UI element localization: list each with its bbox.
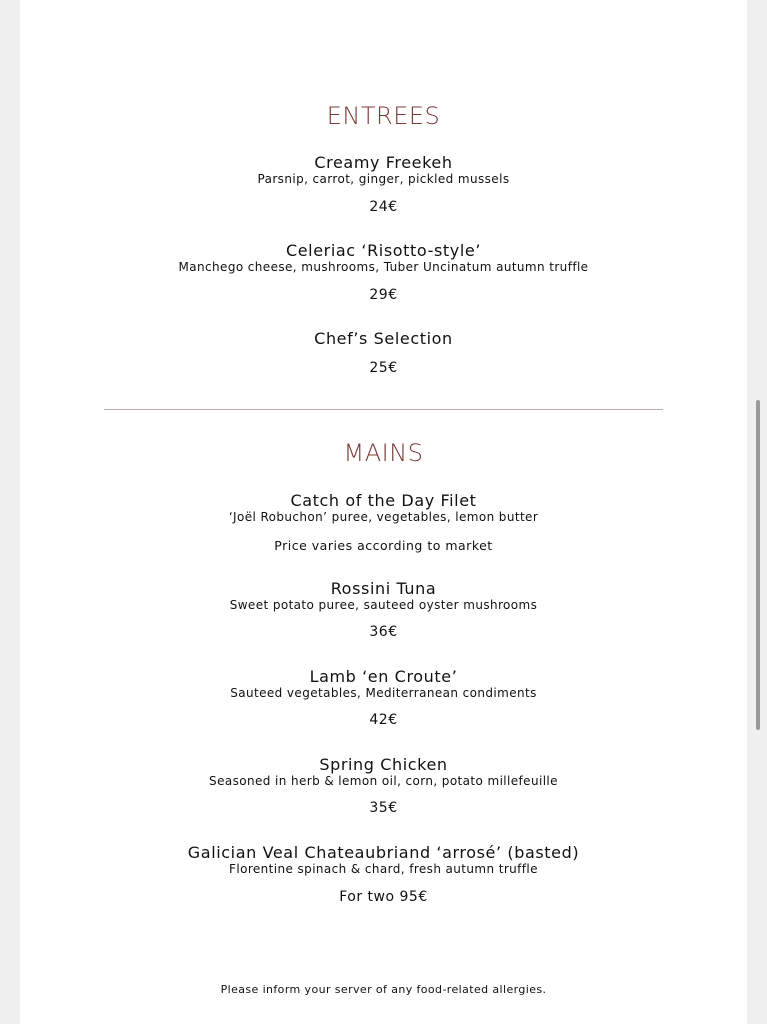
menu-item-catch-of-the-day bbox=[20, 491, 747, 524]
item-price: 25€ bbox=[369, 360, 398, 376]
item-name: Rossini Tuna bbox=[330, 579, 437, 598]
item-price: For two 95€ bbox=[339, 889, 428, 905]
item-price: 29€ bbox=[369, 287, 398, 303]
item-price: Price varies according to market bbox=[274, 538, 493, 553]
item-description: Florentine spinach & chard, fresh autumn truffle bbox=[229, 862, 538, 876]
item-description: Parsnip, carrot, ginger, pickled mussels bbox=[257, 172, 510, 186]
item-price: 24€ bbox=[369, 199, 398, 215]
allergy-notice: Please inform your server of any food-related allergies. bbox=[220, 983, 547, 996]
menu-item-creamy-freekeh bbox=[20, 153, 747, 186]
item-description: ‘Joël Robuchon’ puree, vegetables, lemon butter bbox=[228, 510, 539, 524]
item-name: Spring Chicken bbox=[319, 755, 448, 774]
item-name: Chef’s Selection bbox=[314, 329, 453, 348]
item-description: Sauteed vegetables, Mediterranean condiments bbox=[230, 686, 537, 700]
mains-heading: MAINS bbox=[343, 439, 424, 467]
item-name: Creamy Freekeh bbox=[314, 153, 453, 172]
menu-item-chefs-selection bbox=[20, 329, 747, 348]
item-description: Sweet potato puree, sauteed oyster mushrooms bbox=[229, 598, 538, 612]
item-price: 42€ bbox=[369, 712, 398, 728]
item-name: Catch of the Day Filet bbox=[290, 491, 477, 510]
section-divider bbox=[104, 409, 663, 410]
menu-item-veal-chateaubriand bbox=[20, 843, 747, 876]
item-price: 36€ bbox=[369, 624, 398, 640]
menu-page bbox=[20, 0, 747, 1024]
item-name: Galician Veal Chateaubriand ‘arrosé’ (basted) bbox=[187, 843, 580, 862]
item-name: Lamb ‘en Croute’ bbox=[309, 667, 458, 686]
menu-item-rossini-tuna bbox=[20, 579, 747, 612]
item-price: 35€ bbox=[369, 800, 398, 816]
item-name: Celeriac ‘Risotto-style’ bbox=[285, 241, 482, 260]
scrollbar[interactable] bbox=[756, 400, 760, 730]
item-description: Seasoned in herb & lemon oil, corn, potato millefeuille bbox=[209, 774, 558, 788]
item-description: Manchego cheese, mushrooms, Tuber Uncinatum autumn truffle bbox=[178, 260, 589, 274]
menu-item-lamb-en-croute bbox=[20, 667, 747, 700]
menu-item-spring-chicken bbox=[20, 755, 747, 788]
entrees-heading: ENTREES bbox=[326, 102, 441, 130]
menu-item-celeriac bbox=[20, 241, 747, 274]
